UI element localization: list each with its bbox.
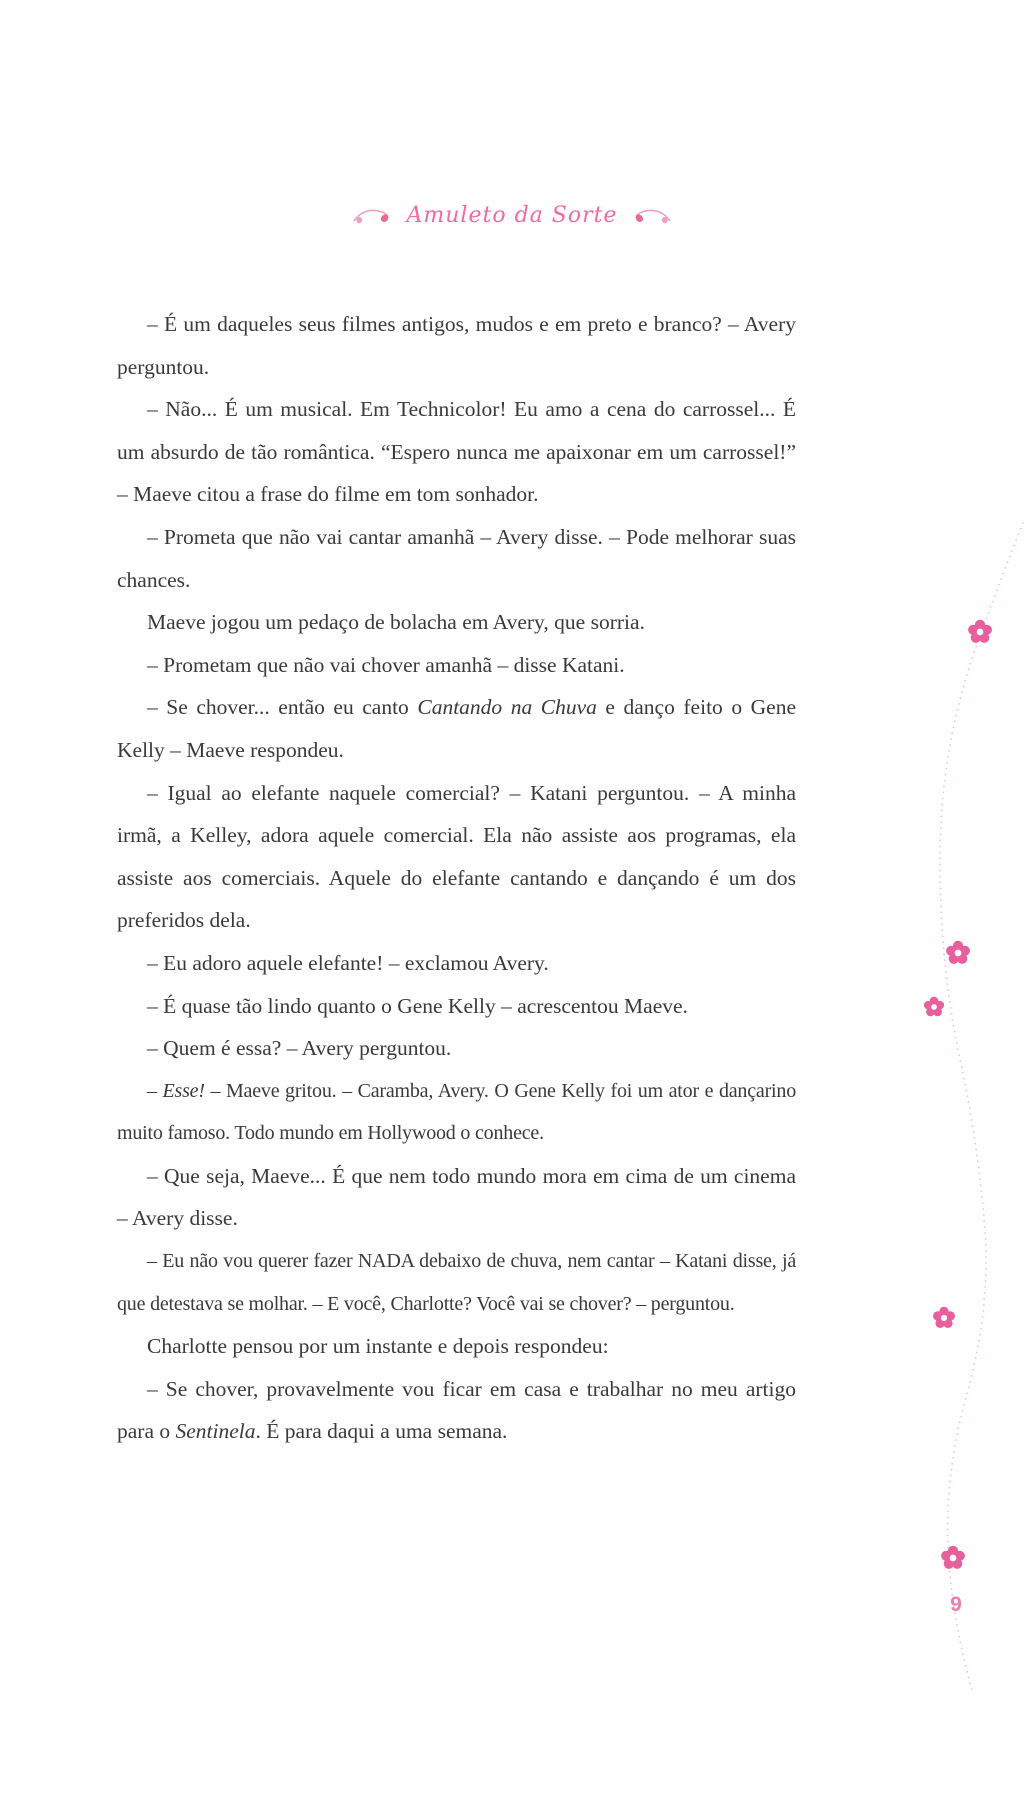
- text-run: – Eu não vou querer fazer NADA debaixo de chuva, nem cantar – Katani disse, já que detestava se molhar. – E você, Charlotte? Você vai se chover? – perguntou.: [117, 1250, 796, 1315]
- five-petal-flower-icon: [932, 1306, 956, 1330]
- text-run: –: [147, 1079, 163, 1102]
- paragraph: [117, 1368, 796, 1453]
- text-run: – Quem é essa? – Avery perguntou.: [147, 1036, 452, 1061]
- text-run: – Prometam que não vai chover amanhã – disse Katani.: [147, 652, 625, 677]
- text-run: – Prometa que não vai cantar amanhã – Avery disse. – Pode melhorar suas chances.: [117, 524, 796, 592]
- five-petal-flower-icon: [923, 996, 945, 1018]
- paragraph: [117, 1155, 796, 1240]
- body-text: [117, 303, 796, 1453]
- running-header: [0, 203, 1024, 228]
- text-run: Charlotte pensou por um instante e depois respondeu:: [147, 1334, 609, 1359]
- paragraph: [117, 516, 796, 601]
- paragraph: [117, 942, 796, 985]
- text-run: – Maeve gritou. – Caramba, Avery. O Gene Kelly foi um ator e dançarino muito famoso. Todo mundo em Hollywood o conhece.: [117, 1079, 796, 1145]
- paragraph: [117, 1070, 796, 1155]
- text-run: – Se chover... então eu canto: [147, 695, 418, 720]
- paragraph: [117, 1240, 796, 1325]
- text-run: . É para daqui a uma semana.: [255, 1419, 508, 1444]
- paragraph: [117, 388, 796, 516]
- text-run: – Se chover, provavelmente vou ficar em casa e trabalhar no meu artigo para o: [117, 1376, 796, 1444]
- paragraph: [117, 686, 796, 771]
- italic-text: Cantando na Chuva: [417, 695, 597, 720]
- paragraph: [117, 1325, 796, 1368]
- paragraph: [117, 644, 796, 687]
- swirl-ornament-right-icon: [631, 205, 673, 227]
- paragraph: [117, 1027, 796, 1070]
- swirl-ornament-left-icon: [351, 205, 393, 227]
- five-petal-flower-icon: [967, 619, 993, 645]
- text-run: – É um daqueles seus filmes antigos, mudos e em preto e branco? – Avery perguntou.: [117, 312, 796, 379]
- paragraph: [117, 601, 796, 644]
- five-petal-flower-icon: [940, 1545, 966, 1571]
- page-title: Amuleto da Sorte: [406, 203, 618, 228]
- italic-text: Sentinela: [175, 1419, 256, 1444]
- five-petal-flower-icon: [945, 940, 971, 966]
- text-run: Maeve jogou um pedaço de bolacha em Avery, que sorria.: [147, 610, 645, 635]
- paragraph: [117, 303, 796, 388]
- text-run: – Igual ao elefante naquele comercial? – Katani perguntou. – A minha irmã, a Kelley, adora aquele comercial. Ela não assiste aos programas, ela assiste aos comerciais. Aquele do elefante cantando e dançando é um dos preferidos dela.: [117, 780, 796, 933]
- page-number: 9: [950, 1593, 962, 1616]
- text-run: – Não... É um musical. Em Technicolor! Eu amo a cena do carrossel... É um absurdo de tão romântica. “Espero nunca me apaixonar em um carrossel!” – Maeve citou a frase do filme em tom sonhador.: [117, 397, 796, 507]
- paragraph: [117, 772, 796, 942]
- text-run: – Eu adoro aquele elefante! – exclamou Avery.: [147, 950, 549, 975]
- paragraph: [117, 985, 796, 1028]
- text-run: – Que seja, Maeve... É que nem todo mundo mora em cima de um cinema – Avery disse.: [117, 1163, 796, 1231]
- text-run: – É quase tão lindo quanto o Gene Kelly – acrescentou Maeve.: [147, 993, 688, 1018]
- italic-text: Esse!: [162, 1079, 205, 1102]
- text-run: e danço feito o Gene Kelly – Maeve respondeu.: [117, 695, 796, 762]
